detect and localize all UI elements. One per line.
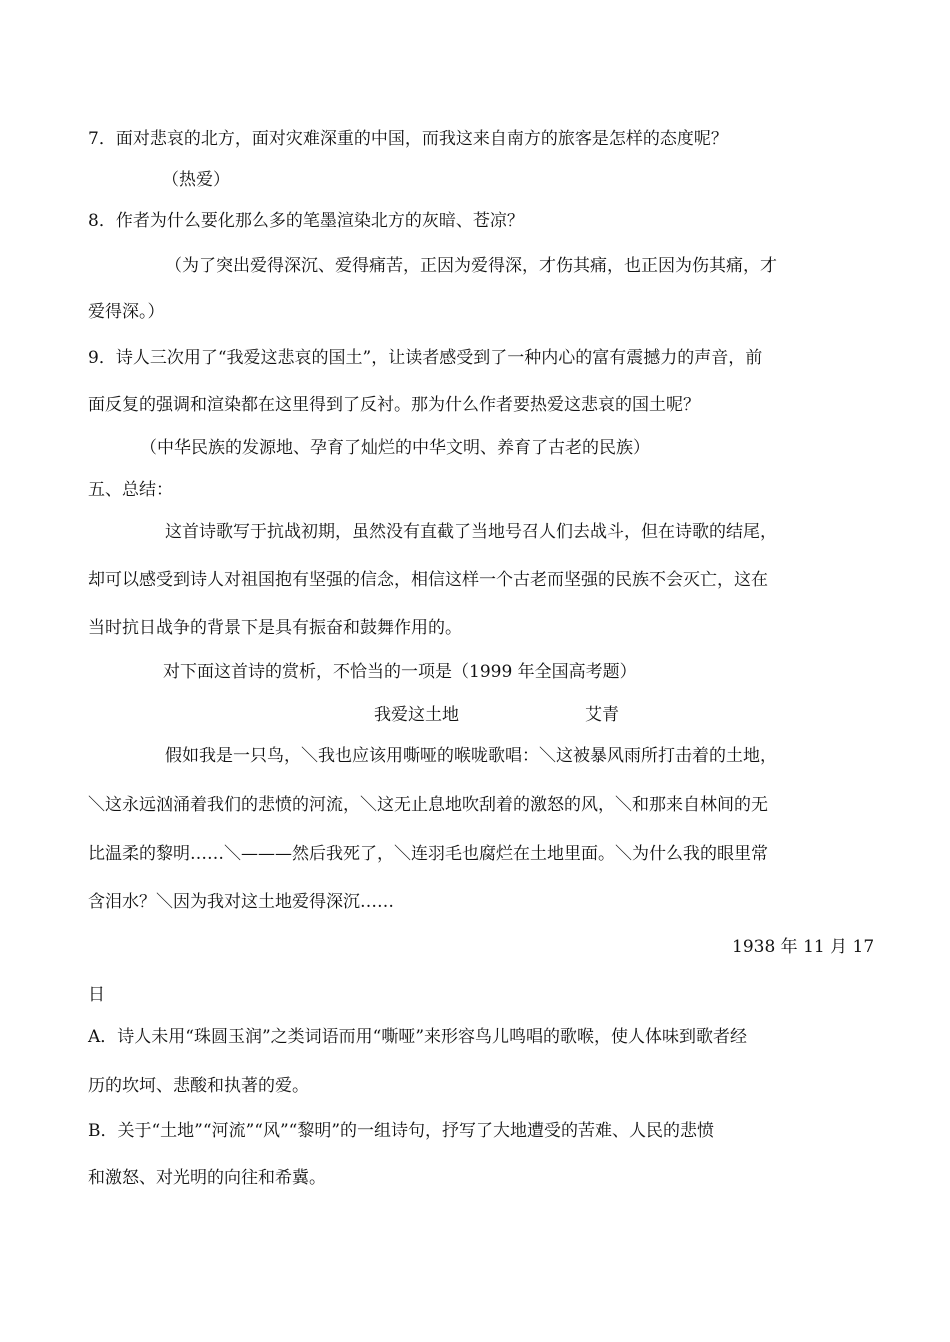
- poem-author: 艾青: [585, 705, 619, 725]
- question-9-line-2: 面反复的强调和渲染都在这里得到了反衬。那为什么作者要热爱这悲哀的国土呢？: [88, 395, 700, 415]
- option-a-line-2: 历的坎坷、悲酸和执著的爱。: [88, 1076, 309, 1096]
- poem-line-4: 含泪水？＼因为我对这土地爱得深沉……: [88, 892, 394, 912]
- question-7: 7．面对悲哀的北方，面对灾难深重的中国，而我这来自南方的旅客是怎样的态度呢？: [88, 129, 728, 149]
- poem-line-1: 假如我是一只鸟，＼我也应该用嘶哑的喉咙歌唱：＼这被暴风雨所打击着的土地，: [165, 746, 777, 766]
- answer-7: （热爱）: [162, 170, 230, 190]
- summary-line-3: 当时抗日战争的背景下是具有振奋和鼓舞作用的。: [88, 618, 462, 638]
- question-8: 8．作者为什么要化那么多的笔墨渲染北方的灰暗、苍凉？: [88, 211, 524, 231]
- summary-line-2: 却可以感受到诗人对祖国抱有坚强的信念，相信这样一个古老而坚强的民族不会灭亡，这在: [88, 570, 768, 590]
- poem-title: 我爱这土地: [374, 705, 459, 725]
- question-9-line-1: 9．诗人三次用了“我爱这悲哀的国土”，让读者感受到了一种内心的富有震撼力的声音，前: [88, 348, 763, 368]
- option-a-line-1: A．诗人未用“珠圆玉润”之类词语而用“嘶哑”来形容鸟儿鸣唱的歌喉，使人体味到歌者经: [88, 1027, 748, 1047]
- section-5-heading: 五、总结：: [88, 480, 173, 500]
- summary-line-1: 这首诗歌写于抗战初期，虽然没有直截了当地号召人们去战斗，但在诗歌的结尾，: [165, 522, 777, 542]
- answer-8-line-1: （为了突出爱得深沉、爱得痛苦，正因为爱得深，才伤其痛，也正因为伤其痛，才: [165, 256, 777, 276]
- answer-9: （中华民族的发源地、孕育了灿烂的中华文明、养育了古老的民族）: [140, 438, 650, 458]
- option-b-line-2: 和激怒、对光明的向往和希冀。: [88, 1168, 326, 1188]
- exercise-intro: 对下面这首诗的赏析，不恰当的一项是（1999 年全国高考题）: [163, 662, 637, 682]
- poem-line-3: 比温柔的黎明……＼———然后我死了，＼连羽毛也腐烂在土地里面。＼为什么我的眼里常: [88, 844, 768, 864]
- option-b-line-1: B．关于“土地”“河流”“风”“黎明”的一组诗句，抒写了大地遭受的苦难、人民的悲愤: [88, 1121, 715, 1141]
- answer-8-line-2: 爱得深。）: [88, 302, 165, 322]
- poem-line-2: ＼这永远汹涌着我们的悲愤的河流，＼这无止息地吹刮着的激怒的风，＼和那来自林间的无: [88, 795, 768, 815]
- poem-date-line-1: 1938 年 11 月 17: [732, 937, 875, 957]
- poem-date-line-2: 日: [88, 985, 105, 1005]
